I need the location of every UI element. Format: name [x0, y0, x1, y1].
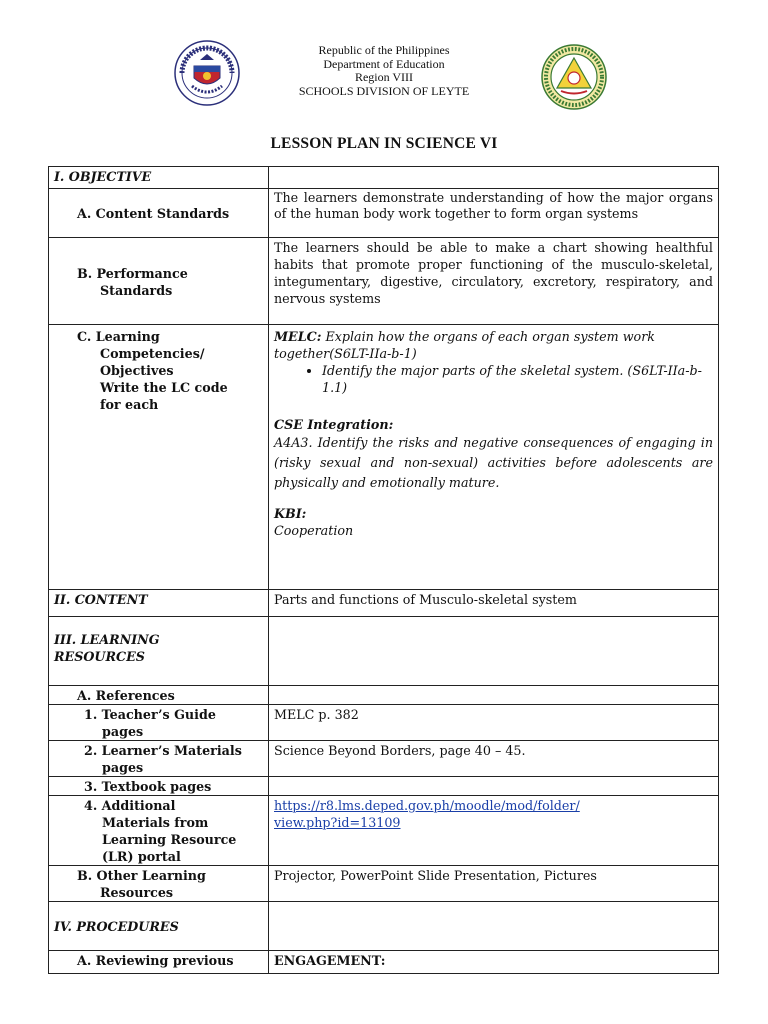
table-row [49, 777, 719, 796]
additional-materials-value-cell [269, 796, 719, 866]
textbook-label-cell [49, 777, 269, 796]
references-value-cell [269, 686, 719, 705]
table-row [49, 617, 719, 686]
teachers-guide-label-cell [49, 705, 269, 741]
other-resources-label-line1: B. Other Learning [77, 868, 206, 883]
procedures-value-cell [269, 902, 719, 951]
resources-label-line1: III. LEARNING [54, 632, 160, 647]
procedures-label: IV. PROCEDURES [54, 919, 179, 934]
performance-label-line1: B. Performance [77, 265, 188, 281]
resources-value-cell [269, 617, 719, 686]
competencies-label-line2: Competencies/ [100, 346, 205, 361]
learners-materials-label-line2: pages [102, 760, 144, 775]
content-text: Parts and functions of Musculo-skeletal system [269, 590, 719, 617]
competencies-label-line5: for each [100, 397, 159, 412]
lr-portal-link-line1[interactable]: https://r8.lms.deped.gov.ph/moodle/mod/folder/ [274, 798, 580, 813]
competencies-label-line4: Write the LC code [100, 380, 228, 395]
header-division: SCHOOLS DIVISION OF LEYTE [298, 83, 470, 98]
content-standards-text: The learners demonstrate understanding of how the major organs of the human body work together to form organ systems [269, 189, 719, 238]
list-item: • Identify the major parts of the skeletal system. (S6LT-IIa-b-1.1) [322, 362, 713, 396]
table-row [49, 189, 719, 238]
additional-label-line2: Materials from [102, 815, 209, 830]
performance-label-cell [49, 238, 269, 325]
content-label-cell [49, 590, 269, 617]
teachers-guide-label-line1: 1. Teacher’s Guide [84, 707, 216, 722]
additional-label-line4: (LR) portal [102, 849, 181, 864]
table-row [49, 705, 719, 741]
deped-seal-logo [174, 40, 240, 106]
additional-materials-label-cell [49, 796, 269, 866]
kbi-label: KBI: [274, 506, 307, 521]
teachers-guide-value: MELC p. 382 [269, 705, 719, 741]
document-header [250, 44, 518, 98]
kbi-text: Cooperation [274, 523, 354, 538]
textbook-label: 3. Textbook pages [84, 779, 212, 794]
melc-label: MELC: [274, 329, 322, 344]
reviewing-label-cell [49, 951, 269, 974]
references-label-cell [49, 686, 269, 705]
table-row [49, 325, 719, 590]
content-standards-label: A. Content Standards [77, 206, 230, 221]
procedures-label-cell [49, 902, 269, 951]
header-region: Region VIII [354, 70, 414, 84]
additional-label-line1: 4. Additional [84, 798, 176, 813]
table-row [49, 590, 719, 617]
resources-label-line2: RESOURCES [54, 649, 145, 664]
engagement-label: ENGAGEMENT: [269, 951, 719, 974]
performance-label-line2: Standards [100, 282, 173, 298]
melc-text: Explain how the organs of each organ system work together(S6LT-IIa-b-1) [274, 329, 655, 361]
cse-text: A4A3. Identify the risks and negative consequences of engaging in (risky sexual and non-sexual) activities before adolescents are physically and emotionally mature. [274, 435, 713, 490]
other-resources-label-cell [49, 866, 269, 902]
competencies-label-line3: Objectives [100, 363, 174, 378]
teachers-guide-label-line2: pages [102, 724, 144, 739]
other-resources-value: Projector, PowerPoint Slide Presentation, Pictures [269, 866, 719, 902]
performance-standards-text: The learners should be able to make a chart showing healthful habits that promote proper functioning of the musculo-skeletal, integumentary, digestive, circulatory, excretory, respiratory, and nervous systems [269, 238, 719, 325]
lr-portal-link[interactable] [274, 798, 580, 830]
objective-label: I. OBJECTIVE [54, 169, 152, 184]
table-row [49, 866, 719, 902]
learners-materials-value: Science Beyond Borders, page 40 – 45. [269, 741, 719, 777]
lr-portal-link-line2[interactable]: view.php?id=13109 [274, 815, 401, 830]
learners-materials-label-cell [49, 741, 269, 777]
content-standards-label-cell [49, 189, 269, 238]
learners-materials-label-line1: 2. Learner’s Materials [84, 743, 242, 758]
table-row [49, 686, 719, 705]
table-row [49, 238, 719, 325]
reviewing-previous-label: A. Reviewing previous [77, 953, 234, 968]
page-title: LESSON PLAN IN SCIENCE VI [270, 135, 498, 152]
table-row [49, 951, 719, 974]
competencies-label-cell [49, 325, 269, 590]
objective-label-cell [49, 167, 269, 189]
objectives-list [274, 362, 713, 396]
other-resources-label-line2: Resources [100, 885, 174, 900]
table-row [49, 741, 719, 777]
table-row [49, 796, 719, 866]
competencies-label-line1: C. Learning [77, 329, 160, 344]
content-label: II. CONTENT [54, 592, 148, 607]
table-row [49, 902, 719, 951]
competencies-value-cell [269, 325, 719, 590]
cse-label: CSE Integration: [274, 417, 394, 432]
table-row [49, 167, 719, 189]
objective-value-cell [269, 167, 719, 189]
textbook-value-cell [269, 777, 719, 796]
resources-label-cell [49, 617, 269, 686]
header-republic: Republic of the Philippines [318, 43, 450, 57]
additional-label-line3: Learning Resource [102, 832, 237, 847]
division-leyte-seal-logo [541, 44, 607, 110]
lesson-plan-table [48, 166, 719, 974]
header-department: Department of Education [323, 56, 445, 71]
references-label: A. References [77, 688, 175, 703]
